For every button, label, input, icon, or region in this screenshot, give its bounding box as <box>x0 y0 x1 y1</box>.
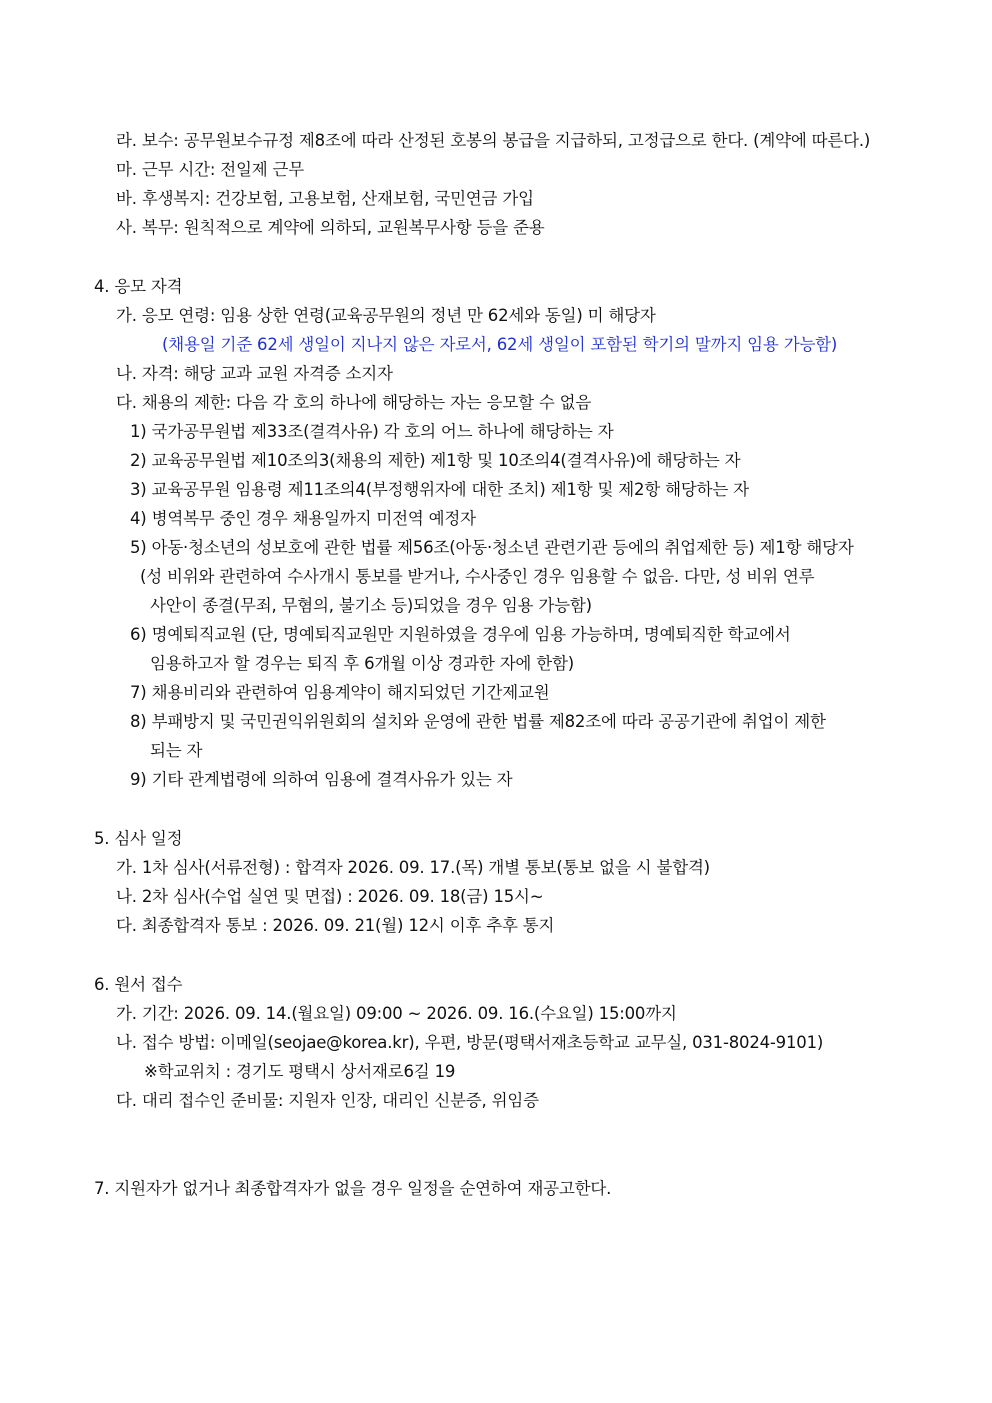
restriction-item: 9) 기타 관계법령에 의하여 임용에 결격사유가 있는 자 <box>130 770 513 789</box>
work-hours-line: 마. 근무 시간: 전일제 근무 <box>116 160 304 179</box>
section-7-line: 7. 지원자가 없거나 최종합격자가 없을 경우 일정을 순연하여 재공고한다. <box>94 1179 612 1198</box>
service-line: 사. 복무: 원칙적으로 계약에 의하되, 교원복무사항 등을 준용 <box>116 218 545 237</box>
section-5-heading: 5. 심사 일정 <box>94 829 183 848</box>
restriction-item-continued: (성 비위와 관련하여 수사개시 통보를 받거나, 수사중인 경우 임용할 수 없음. 다만, 성 비위 연루 <box>140 567 815 586</box>
restriction-item: 7) 채용비리와 관련하여 임용계약이 해지되었던 기간제교원 <box>130 683 550 702</box>
restriction-item: 1) 국가공무원법 제33조(결격사유) 각 호의 어느 하나에 해당하는 자 <box>130 422 614 441</box>
section-4-heading: 4. 응모 자격 <box>94 277 183 296</box>
pay-line: 라. 보수: 공무원보수규정 제8조에 따라 산정된 호봉의 봉급을 지급하되, 고정급으로 한다. (계약에 따른다.) <box>116 131 871 150</box>
proxy-documents-line: 다. 대리 접수인 준비물: 지원자 인장, 대리인 신분증, 위임증 <box>116 1091 539 1110</box>
first-screening-line: 가. 1차 심사(서류전형) : 합격자 2026. 09. 17.(목) 개별 통보(통보 없을 시 불합격) <box>116 858 710 877</box>
restriction-item: 6) 명예퇴직교원 (단, 명예퇴직교원만 지원하였을 경우에 임용 가능하며, 명예퇴직한 학교에서 <box>130 625 791 644</box>
restriction-item: 5) 아동·청소년의 성보호에 관한 법률 제56조(아동·청소년 관련기관 등에의 취업제한 등) 제1항 해당자 <box>130 538 854 557</box>
restriction-item: 8) 부패방지 및 국민권익위원회의 설치와 운영에 관한 법률 제82조에 따라 공공기관에 취업이 제한 <box>130 712 826 731</box>
final-notice-line: 다. 최종합격자 통보 : 2026. 09. 21(월) 12시 이후 추후 통지 <box>116 916 555 935</box>
age-note: (채용일 기준 62세 생일이 지나지 않은 자로서, 62세 생일이 포함된 학기의 말까지 임용 가능함) <box>162 335 838 354</box>
restriction-line: 다. 채용의 제한: 다음 각 호의 하나에 해당하는 자는 응모할 수 없음 <box>116 393 592 412</box>
qualification-line: 나. 자격: 해당 교과 교원 자격증 소지자 <box>116 364 393 383</box>
welfare-line: 바. 후생복지: 건강보험, 고용보험, 산재보험, 국민연금 가입 <box>116 189 534 208</box>
application-period-line: 가. 기간: 2026. 09. 14.(월요일) 09:00 ~ 2026. 09. 16.(수요일) 15:00까지 <box>116 1004 677 1023</box>
section-6-heading: 6. 원서 접수 <box>94 975 183 994</box>
age-line: 가. 응모 연령: 임용 상한 연령(교육공무원의 정년 만 62세와 동일) 미 해당자 <box>116 306 656 325</box>
restriction-item: 2) 교육공무원법 제10조의3(채용의 제한) 제1항 및 10조의4(결격사유)에 해당하는 자 <box>130 451 741 470</box>
application-method-line: 나. 접수 방법: 이메일(seojae@korea.kr), 우편, 방문(평택서재초등학교 교무실, 031-8024-9101) <box>116 1033 824 1052</box>
second-screening-line: 나. 2차 심사(수업 실연 및 면접) : 2026. 09. 18(금) 15시~ <box>116 887 544 906</box>
restriction-item: 3) 교육공무원 임용령 제11조의4(부정행위자에 대한 조치) 제1항 및 제2항 해당하는 자 <box>130 480 749 499</box>
school-location-note: ※학교위치 : 경기도 평택시 상서재로6길 19 <box>144 1062 456 1081</box>
restriction-item-continued: 되는 자 <box>150 741 203 760</box>
restriction-item-continued: 사안이 종결(무죄, 무혐의, 불기소 등)되었을 경우 임용 가능함) <box>150 596 592 615</box>
restriction-item: 4) 병역복무 중인 경우 채용일까지 미전역 예정자 <box>130 509 476 528</box>
restriction-item-continued: 임용하고자 할 경우는 퇴직 후 6개월 이상 경과한 자에 한함) <box>150 654 574 673</box>
